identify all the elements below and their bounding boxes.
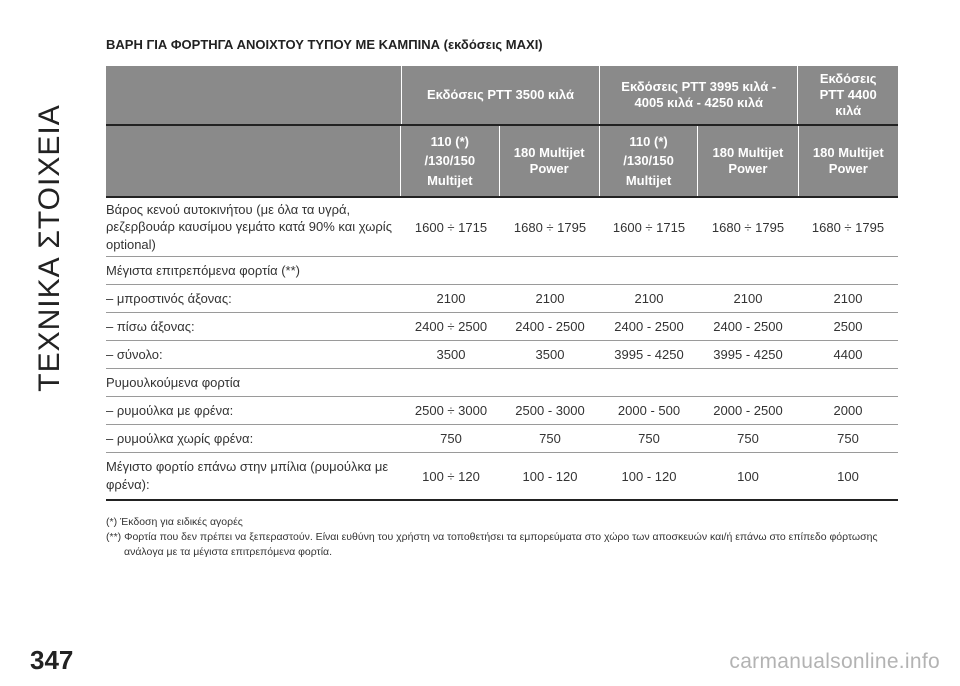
- table-cell: 750: [737, 431, 759, 446]
- header-group-ptt-3500-label: Εκδόσεις PTT 3500 κιλά: [427, 86, 574, 102]
- header-engine-col-5: [798, 126, 898, 196]
- table-cell: 3995 - 4250: [614, 347, 684, 362]
- row-label: – ρυμούλκα χωρίς φρένα:: [106, 430, 254, 446]
- table-cell: 1600 ÷ 1715: [612, 219, 686, 235]
- header-engine-col-4-line2: Power: [728, 161, 768, 176]
- table-cell: 2500: [833, 319, 863, 334]
- table-row-max-loads-heading: [106, 257, 898, 285]
- table-cell: 2000: [833, 403, 863, 418]
- header-engine-col-2-line1: 180 Multijet: [513, 144, 585, 160]
- header-engine-col-5-line2: Power: [828, 161, 868, 176]
- table-cell: 1680 ÷ 1795: [811, 219, 885, 235]
- header-empty-cell: [106, 66, 401, 124]
- table-row-trailer-with-brakes: [106, 397, 898, 425]
- footnote-special-markets: (*) Έκδοση για ειδικές αγορές: [106, 516, 243, 528]
- watermark-text: carmanualsonline.info: [729, 650, 940, 673]
- table-cell: 2100: [535, 291, 565, 306]
- table-cell: 2000 - 500: [617, 403, 681, 418]
- table-cell: 2500 ÷ 3000: [414, 403, 488, 418]
- table-cell: 100 - 120: [621, 468, 677, 484]
- table-cell: 1680 ÷ 1795: [513, 219, 587, 235]
- table-row-total: [106, 341, 898, 369]
- table-cell: 100: [837, 468, 859, 484]
- header-engine-col-1-line1: 110 (*): [430, 133, 469, 149]
- row-label: – σύνολο:: [106, 346, 163, 362]
- table-cell: 2100: [634, 291, 664, 306]
- footnotes: [106, 515, 896, 561]
- table-row-trailer-without-brakes: [106, 425, 898, 453]
- row-label: Μέγιστο φορτίο επάνω στην μπίλια (ρυμούλκα με φρένα):: [106, 459, 389, 492]
- row-label: Βάρος κενού αυτοκινήτου (με όλα τα υγρά, ρεζερβουάρ καυσίμου γεμάτο κατά 90% και χωρίς optional): [106, 201, 392, 252]
- header-engine-col-2: [499, 126, 599, 196]
- table-cell: 750: [837, 431, 859, 446]
- row-label: – μπροστινός άξονας:: [106, 290, 232, 306]
- footnote-max-loads: (**) Φορτία που δεν πρέπει να ξεπεραστούν. Είναι ευθύνη του χρήστη να τοποθετήσει τα εμπορεύματα στο χώρο των αποσκευών και/ή επάνω στο επίπεδο φόρτωσης: [106, 531, 878, 544]
- table-header-row-groups: [106, 66, 898, 126]
- footnote-max-loads-continued: ανάλογα με τα μέγιστα επιτρεπόμενα φορτία.: [124, 546, 333, 559]
- row-label: Ρυμουλκούμενα φορτία: [106, 374, 241, 390]
- table-cell: 100: [737, 468, 759, 484]
- table-row-towable-heading: [106, 369, 898, 397]
- table-cell: 750: [638, 431, 660, 446]
- table-cell: 3995 - 4250: [713, 347, 783, 362]
- table-cell: 4400: [833, 347, 863, 362]
- row-label: – πίσω άξονας:: [106, 318, 195, 334]
- table-cell: 100 - 120: [522, 468, 578, 484]
- table-cell: 3500: [436, 347, 466, 362]
- weights-table: [106, 66, 898, 501]
- header-engine-col-4-line1: 180 Multijet: [712, 144, 784, 160]
- table-cell: 2400 - 2500: [515, 319, 585, 334]
- header-group-ptt-4400-line3: κιλά: [835, 103, 862, 119]
- header-engine-col-3: [599, 126, 697, 196]
- header-engine-col-3-line1: 110 (*): [629, 133, 668, 149]
- header-engine-col-3-line2: /130/150: [623, 153, 674, 169]
- page-title: ΒΑΡΗ ΓΙΑ ΦΟΡΤΗΓΑ ΑΝΟΙΧΤΟΥ ΤΥΠΟΥ ΜΕ ΚΑΜΠΙΝΑ (εκδόσεις MAXI): [106, 37, 543, 52]
- row-label: – ρυμούλκα με φρένα:: [106, 402, 234, 418]
- table-cell: 1680 ÷ 1795: [711, 219, 785, 235]
- table-cell: 2400 - 2500: [713, 319, 783, 334]
- table-cell: 2400 ÷ 2500: [414, 319, 488, 334]
- table-cell: 2100: [833, 291, 863, 306]
- header-group-ptt-3995-4250: [599, 66, 797, 124]
- table-cell: 2100: [733, 291, 763, 306]
- header-engine-col-1: [400, 126, 498, 196]
- header-engine-col-4: [697, 126, 797, 196]
- table-row-front-axle: [106, 285, 898, 313]
- table-cell: 750: [440, 431, 462, 446]
- header-engine-col-2-line2: Power: [529, 161, 569, 176]
- table-cell: 2100: [436, 291, 466, 306]
- table-cell: 2000 - 2500: [713, 403, 783, 418]
- section-side-title: ΤΕΧΝΙΚΑ ΣΤΟΙΧΕΙΑ: [33, 104, 66, 392]
- header-engine-col-1-line3: Multijet: [427, 172, 473, 188]
- table-cell: 2400 - 2500: [614, 319, 684, 334]
- header-group-ptt-4400-line2: PTT 4400: [819, 86, 877, 102]
- row-label: Μέγιστα επιτρεπόμενα φορτία (**): [106, 262, 301, 278]
- header-group-ptt-3995-line2: 4005 κιλά - 4250 κιλά: [634, 95, 763, 110]
- table-cell: 2500 - 3000: [515, 403, 585, 418]
- header-group-ptt-3500: [401, 66, 599, 124]
- table-cell: 3500: [535, 347, 565, 362]
- table-row-tow-ball-load: [106, 453, 898, 501]
- table-cell: 1600 ÷ 1715: [414, 219, 488, 235]
- header-group-ptt-4400-line1: Εκδόσεις: [819, 70, 877, 86]
- header-engine-col-3-line3: Multijet: [625, 172, 672, 188]
- page-number: 347: [30, 645, 74, 675]
- header-engine-col-5-line1: 180 Multijet: [812, 144, 884, 160]
- header-group-ptt-3995-line1: Εκδόσεις PTT 3995 κιλά -: [621, 78, 777, 94]
- table-row-empty-weight: [106, 198, 898, 257]
- header-group-ptt-4400: [797, 66, 898, 124]
- header-empty-cell: [106, 126, 400, 196]
- table-cell: 750: [539, 431, 561, 446]
- table-header-row-engines: [106, 126, 898, 198]
- header-engine-col-1-line2: /130/150: [424, 153, 476, 169]
- table-cell: 100 ÷ 120: [422, 468, 480, 484]
- table-row-rear-axle: [106, 313, 898, 341]
